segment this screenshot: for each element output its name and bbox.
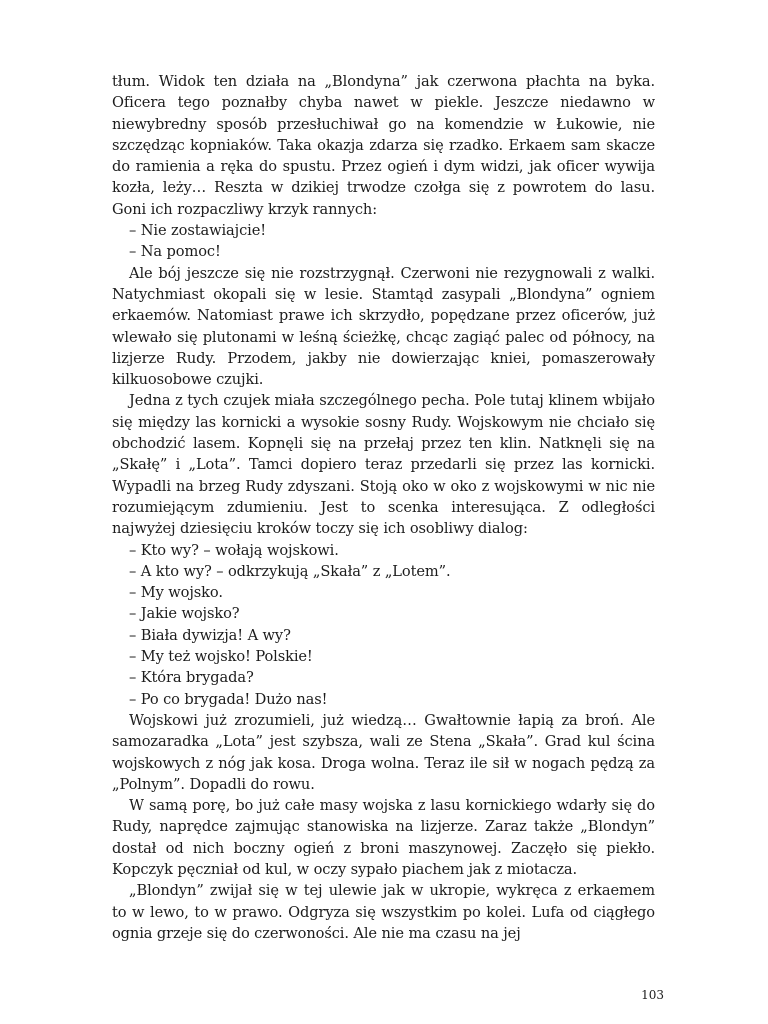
- paragraph: Wojskowi już zrozumieli, już wiedzą… Gwałtownie łapią za broń. Ale samozaradka „Lota” jest szybsza, wali ze Stena „Skała”. Grad kul ścina wojskowych z nóg jak kosa. Droga wolna. Teraz ile sił w nogach pędzą za „Polnym”. Dopadli do rowu.: [112, 711, 655, 793]
- dialogue-line: – Po co brygada! Dużo nas!: [129, 690, 328, 708]
- paragraph: „Blondyn” zwijał się w tej ulewie jak w ukropie, wykręca z erkaemem to w lewo, to w prawo. Odgryza się wszystkim po kolei. Lufa od ciągłego ognia grzeje się do czerwoności. Ale nie ma czasu na jej: [112, 882, 655, 942]
- dialogue-line: – Jakie wojsko?: [129, 605, 240, 623]
- dialogue-line: – Która brygada?: [129, 669, 254, 687]
- paragraph: tłum. Widok ten działa na „Blondyna” jak czerwona płachta na byka. Oficera tego poznałby chyba nawet w piekle. Jeszcze niedawno w niewybredny sposób przesłuchiwał go na komendzie w Łukowie, nie szczędząc kopniaków. Taka okazja zdarza się rzadko. Erkaem sam skacze do ramienia a ręka do spustu. Przez ogień i dym widzi, jak oficer wywija kozła, leży… Reszta w dzikiej trwodze czołga się z powrotem do lasu. Goni ich rozpaczliwy krzyk rannych:: [112, 73, 655, 218]
- dialogue-line: – Na pomoc!: [129, 243, 221, 261]
- dialogue-line: – Kto wy? – wołają wojskowi.: [129, 541, 339, 559]
- dialogue-line: – Biała dywizja! A wy?: [129, 626, 291, 644]
- dialogue-line: – A kto wy? – odkrzykują „Skała” z „Lotem”.: [129, 562, 451, 580]
- paragraph: Ale bój jeszcze się nie rozstrzygnął. Czerwoni nie rezygnowali z walki. Natychmiast okopali się w lesie. Stamtąd zasypali „Blondyna” ogniem erkaemów. Natomiast prawe ich skrzydło, popędzane przez oficerów, już wlewało się plutonami w leśną ścieżkę, chcąc zagiąć palec od północy, na lizjerze Rudy. Przodem, jakby nie dowierzając kniei, pomaszerowały kilkuosobowe czujki.: [112, 264, 655, 389]
- paragraph: Jedna z tych czujek miała szczególnego pecha. Pole tutaj klinem wbijało się między las kornicki a wysokie sosny Rudy. Wojskowym nie chciało się obchodzić lasem. Kopnęli się na przełaj przez ten klin. Natknęli się na „Skałę” i „Lota”. Tamci dopiero teraz przedarli się przez las kornicki. Wypadli na brzeg Rudy zdyszani. Stoją oko w oko z wojskowymi w nic nie rozumiejącym zdumieniu. Jest to scenka interesująca. Z odległości najwyżej dziesięciu kroków toczy się ich osobliwy dialog:: [112, 392, 655, 538]
- dialogue-line: – My też wojsko! Polskie!: [129, 648, 313, 666]
- paragraph: W samą porę, bo już całe masy wojska z lasu kornickiego wdarły się do Rudy, naprędce zajmując stanowiska na lizjerze. Zaraz także „Blondyn” dostał od nich boczny ogień z broni maszynowej. Zaczęło się piekło. Kopczyk pęczniał od kul, w oczy sypało piachem jak z miotacza.: [112, 797, 655, 878]
- page-number: 103: [641, 988, 664, 1002]
- dialogue-line: – Nie zostawiajcie!: [129, 222, 267, 240]
- body-text: [112, 71, 655, 944]
- dialogue-line: – My wojsko.: [129, 584, 223, 602]
